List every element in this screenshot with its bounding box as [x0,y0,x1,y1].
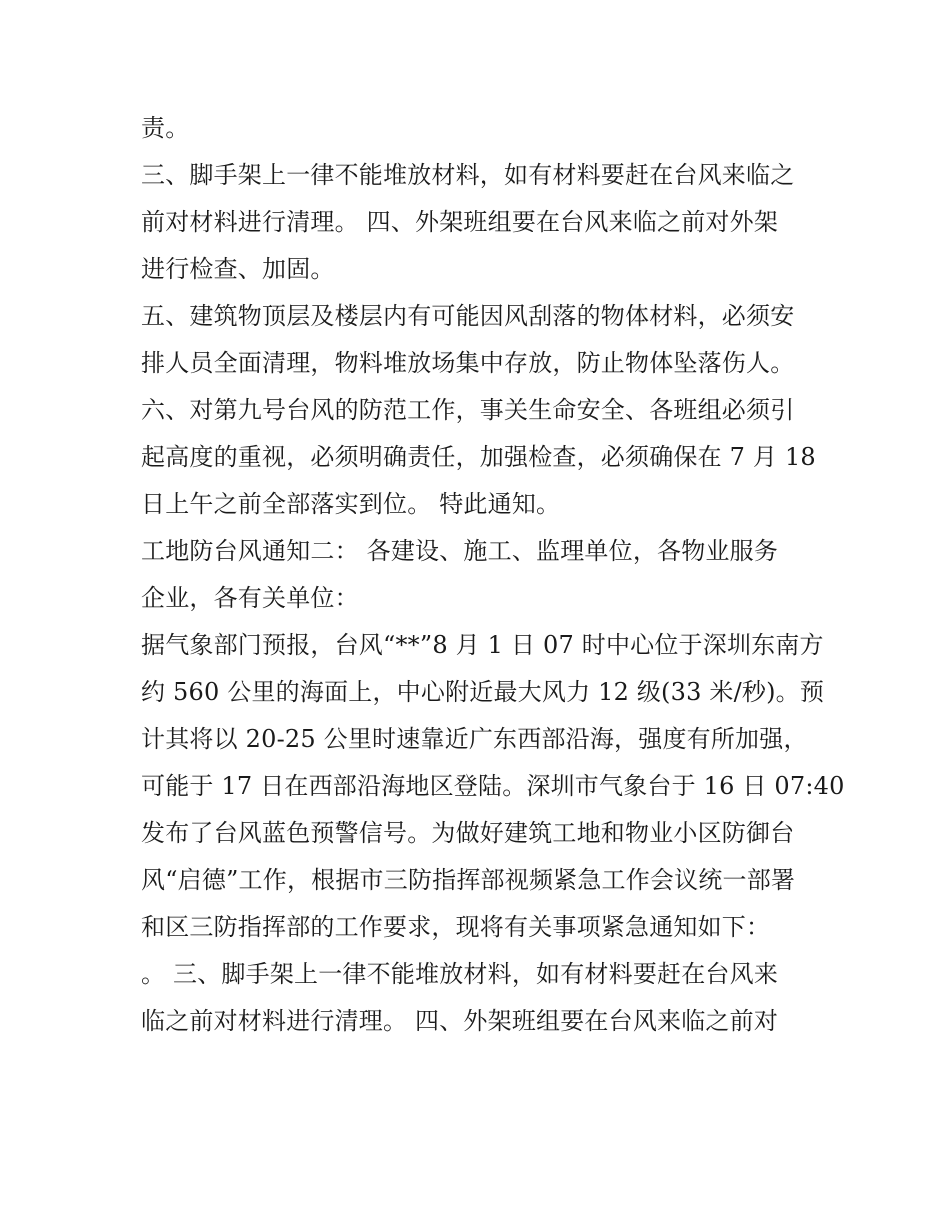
text-line: 可能于 17 日在西部沿海地区登陆。深圳市气象台于 16 日 07:40 [141,772,845,800]
text-line: 三、脚手架上一律不能堆放材料，如有材料要赶在台风来临之 [141,161,795,189]
text-line: 计其将以 20-25 公里时速靠近广东西部沿海，强度有所加强， [141,725,808,753]
text-line: 排人员全面清理，物料堆放场集中存放，防止物体坠落伤人。 [141,349,795,377]
text-line: 前对材料进行清理。 四、外架班组要在台风来临之前对外架 [141,208,779,236]
text-line: 五、建筑物顶层及楼层内有可能因风刮落的物体材料，必须安 [141,302,795,330]
text-line: 风“启德”工作，根据市三防指挥部视频紧急工作会议统一部署 [141,866,796,894]
text-line: 六、对第九号台风的防范工作，事关生命安全、各班组必须引 [141,396,795,424]
text-line: 起高度的重视，必须明确责任，加强检查，必须确保在 7 月 18 [141,443,816,471]
text-line: 。 三、脚手架上一律不能堆放材料，如有材料要赶在台风来 [141,960,779,988]
text-line: 日上午之前全部落实到位。 特此通知。 [141,490,561,518]
text-line: 约 560 公里的海面上，中心附近最大风力 12 级(33 米/秒)。预 [141,678,825,706]
document-body [141,105,845,1045]
text-line: 和区三防指挥部的工作要求，现将有关事项紧急通知如下： [141,913,771,941]
text-line: 临之前对材料进行清理。 四、外架班组要在台风来临之前对 [141,1007,779,1035]
text-line: 进行检查、加固。 [141,255,335,283]
text-line: 发布了台风蓝色预警信号。为做好建筑工地和物业小区防御台 [141,819,795,847]
text-line: 企业，各有关单位： [141,584,359,612]
text-line: 责。 [141,114,190,142]
text-line: 工地防台风通知二： 各建设、施工、监理单位，各物业服务 [141,537,779,565]
text-line: 据气象部门预报，台风“**”8 月 1 日 07 时中心位于深圳东南方 [141,631,824,659]
